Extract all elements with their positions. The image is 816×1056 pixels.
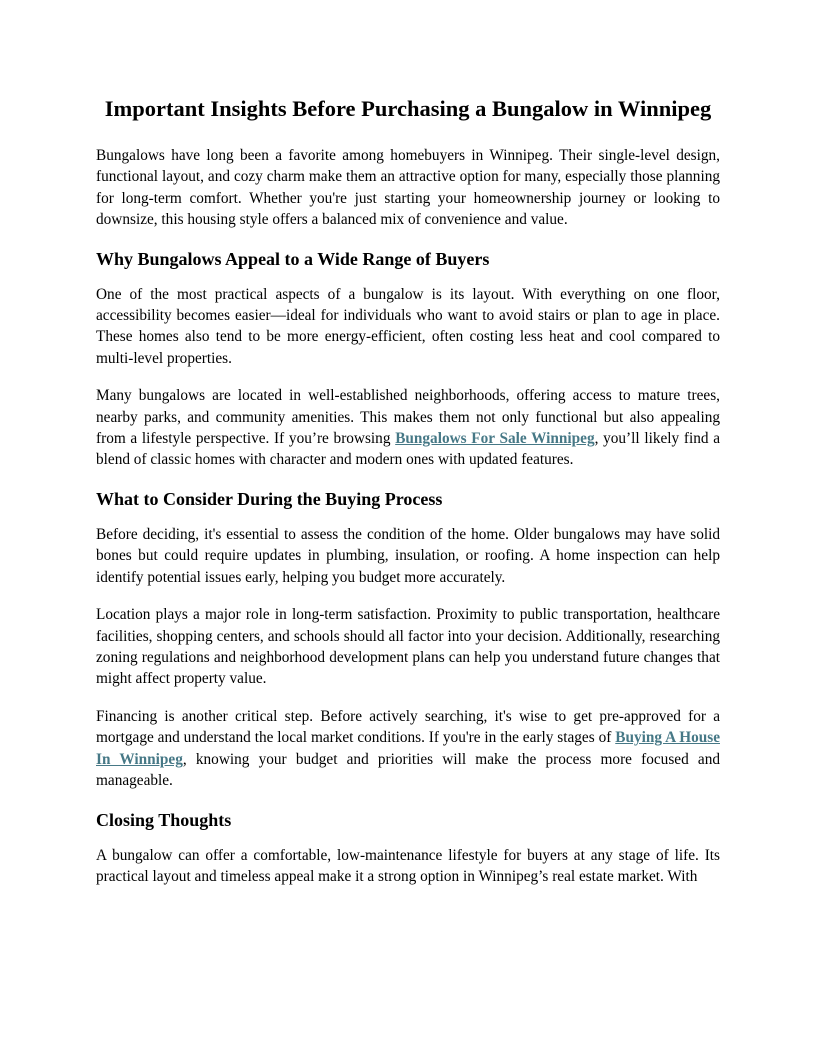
buying-a-house-link[interactable]: Buying A House In Winnipeg [96, 729, 720, 768]
paragraph: A bungalow can offer a comfortable, low-maintenance lifestyle for buyers at any stage of life. Its practical layout and timeless appeal make it a strong option in Winnipeg’s real estate market. With [96, 846, 720, 886]
paragraph: Before deciding, it's essential to assess the condition of the home. Older bungalows may have solid bones but could require updates in plumbing, insulation, or roofing. A home inspection can help identify potential issues early, helping you budget more accurately. [96, 526, 720, 586]
document-page [96, 92, 720, 904]
bungalows-for-sale-link[interactable]: Bungalows For Sale Winnipeg [395, 429, 595, 447]
paragraph [96, 706, 720, 791]
paragraph-text: , knowing your budget and priorities will make the process more focused and manageable. [96, 750, 720, 790]
section-heading-closing: Closing Thoughts [96, 809, 232, 830]
paragraph-text: Many bungalows are located in well-established neighborhoods, offering access to mature trees, nearby parks, and community amenities. This makes them not only functional but also appealing from a lifestyle perspective. If you’re browsing [96, 387, 720, 447]
section-heading-buying-process: What to Consider During the Buying Process [96, 489, 443, 510]
paragraph: One of the most practical aspects of a bungalow is its layout. With everything on one floor, accessibility becomes easier—ideal for individuals who want to avoid stairs or plan to age in place. These homes also tend to be more energy-efficient, often costing less heat and cool compared to multi-level properties. [96, 285, 720, 367]
paragraph-text: , you’ll likely find a blend of classic homes with character and modern ones with updated features. [96, 429, 720, 469]
section-heading-appeal: Why Bungalows Appeal to a Wide Range of Buyers [96, 248, 490, 269]
paragraph-text: Financing is another critical step. Before actively searching, it's wise to get pre-approved for a mortgage and understand the local market conditions. If you're in the early stages of [96, 708, 720, 747]
paragraph: Location plays a major role in long-term satisfaction. Proximity to public transportation, healthcare facilities, shopping centers, and schools should all factor into your decision. Additionally, researching zoning regulations and neighborhood development plans can help you understand future changes that might affect property value. [96, 606, 720, 688]
document-title: Important Insights Before Purchasing a Bungalow in Winnipeg [104, 96, 712, 121]
paragraph [96, 385, 720, 470]
intro-paragraph: Bungalows have long been a favorite among homebuyers in Winnipeg. Their single-level design, functional layout, and cozy charm make them an attractive option for many, especially those planning for long-term comfort. Whether you're just starting your homeownership journey or looking to downsize, this housing style offers a balanced mix of convenience and value. [96, 147, 720, 228]
